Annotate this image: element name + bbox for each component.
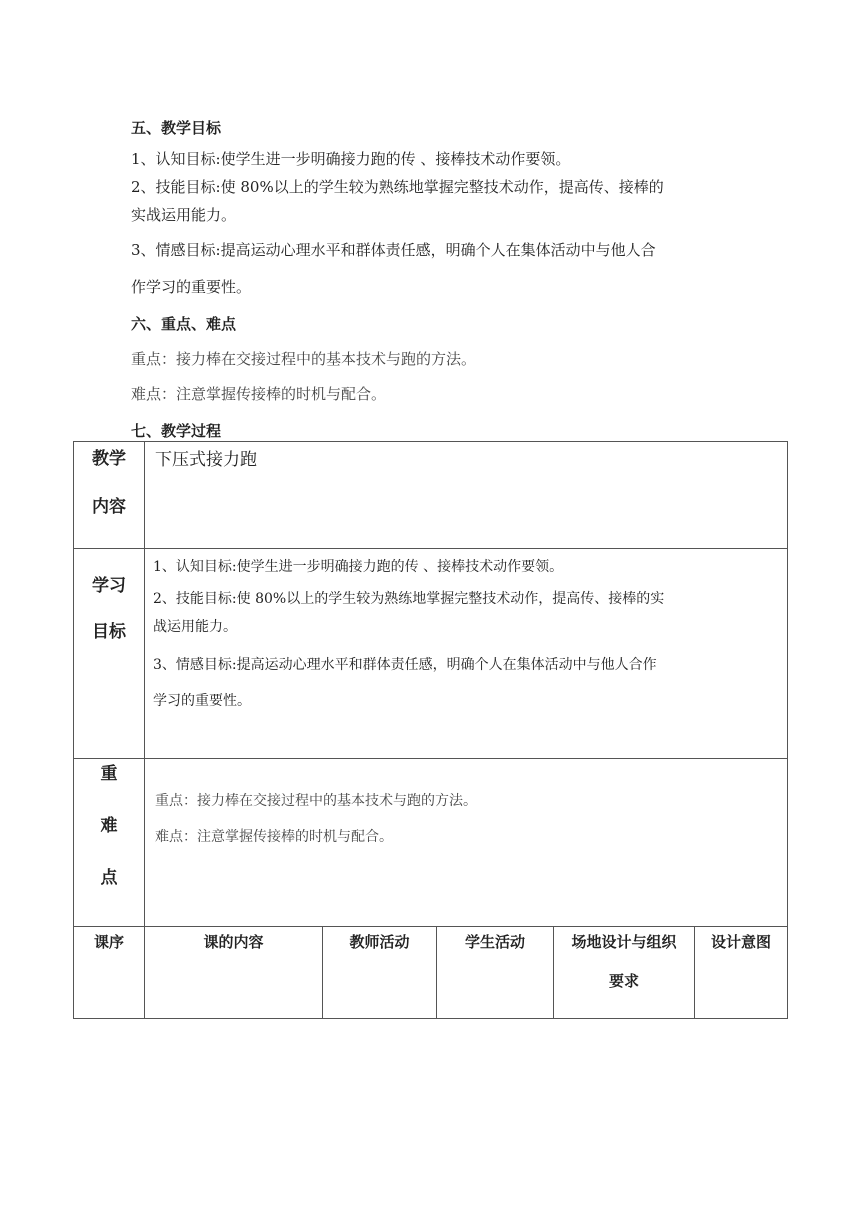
- column-label: 场地设计与组织: [571, 933, 677, 951]
- section-6-key: 重点：接力棒在交接过程中的基本技术与跑的方法。: [131, 350, 477, 368]
- keypoint-key: 重点：接力棒在交接过程中的基本技术与跑的方法。: [155, 793, 477, 809]
- section-6-title: 六、重点、难点: [131, 315, 237, 333]
- teaching-process-table: [73, 441, 788, 1019]
- column-header-design-intent: [695, 927, 788, 1019]
- keypoint-label-2: 难: [100, 816, 118, 836]
- column-label: 要求: [608, 972, 639, 990]
- keypoint-label-1: 重: [100, 764, 118, 784]
- goal-line-5: 学习的重要性。: [153, 693, 251, 709]
- column-label: 设计意图: [711, 933, 772, 951]
- section-5-line-3: 实战运用能力。: [131, 206, 237, 224]
- goal-line-4: 3、情感目标:提高运动心理水平和群体责任感，明确个人在集体活动中与他人合作: [153, 657, 657, 673]
- goal-content-cell: [145, 549, 788, 759]
- section-7-title: 七、教学过程: [131, 422, 222, 440]
- goal-line-2: 2、技能目标:使 80%以上的学生较为熟练地掌握完整技术动作，提高传、接棒的实: [153, 591, 665, 607]
- column-header-student-activity: [437, 927, 554, 1019]
- table-row: [74, 442, 788, 549]
- column-header-lesson-order: [74, 927, 145, 1019]
- section-5-line-2: 2、技能目标:使 80%以上的学生较为熟练地掌握完整技术动作，提高传、接棒的: [131, 178, 664, 196]
- column-header-venue-design: [554, 927, 695, 1019]
- content-value: 下压式接力跑: [155, 450, 257, 470]
- table-row: [74, 549, 788, 759]
- column-label: 课的内容: [203, 933, 264, 951]
- goal-label-1: 学习: [92, 576, 126, 596]
- column-header-teacher-activity: [323, 927, 437, 1019]
- section-5-line-1: 1、认知目标:使学生进一步明确接力跑的传 、接棒技术动作要领。: [131, 150, 571, 168]
- section-5-line-4: 3、情感目标:提高运动心理水平和群体责任感，明确个人在集体活动中与他人合: [131, 241, 656, 259]
- content-value-cell: [145, 442, 788, 549]
- goal-label-cell: [74, 549, 145, 759]
- keypoint-label-3: 点: [100, 868, 118, 888]
- keypoint-label-cell: [74, 759, 145, 927]
- keypoint-difficult: 难点：注意掌握传接棒的时机与配合。: [155, 829, 393, 845]
- column-label: 教师活动: [349, 933, 410, 951]
- column-header-lesson-content: [145, 927, 323, 1019]
- column-label: 学生活动: [464, 933, 525, 951]
- content-label-2: 内容: [92, 497, 126, 517]
- goal-label-2: 目标: [92, 622, 126, 642]
- goal-line-1: 1、认知目标:使学生进一步明确接力跑的传 、接棒技术动作要领。: [153, 559, 564, 575]
- content-label-cell: [74, 442, 145, 549]
- content-label-1: 教学: [92, 449, 126, 469]
- section-5-title: 五、教学目标: [131, 119, 222, 137]
- goal-line-3: 战运用能力。: [153, 619, 237, 635]
- section-5-line-5: 作学习的重要性。: [131, 278, 252, 296]
- column-label: 课序: [93, 933, 124, 951]
- table-header-row: [74, 927, 788, 1019]
- section-6-difficult: 难点：注意掌握传接棒的时机与配合。: [131, 385, 387, 403]
- table-row: [74, 759, 788, 927]
- keypoint-content-cell: [145, 759, 788, 927]
